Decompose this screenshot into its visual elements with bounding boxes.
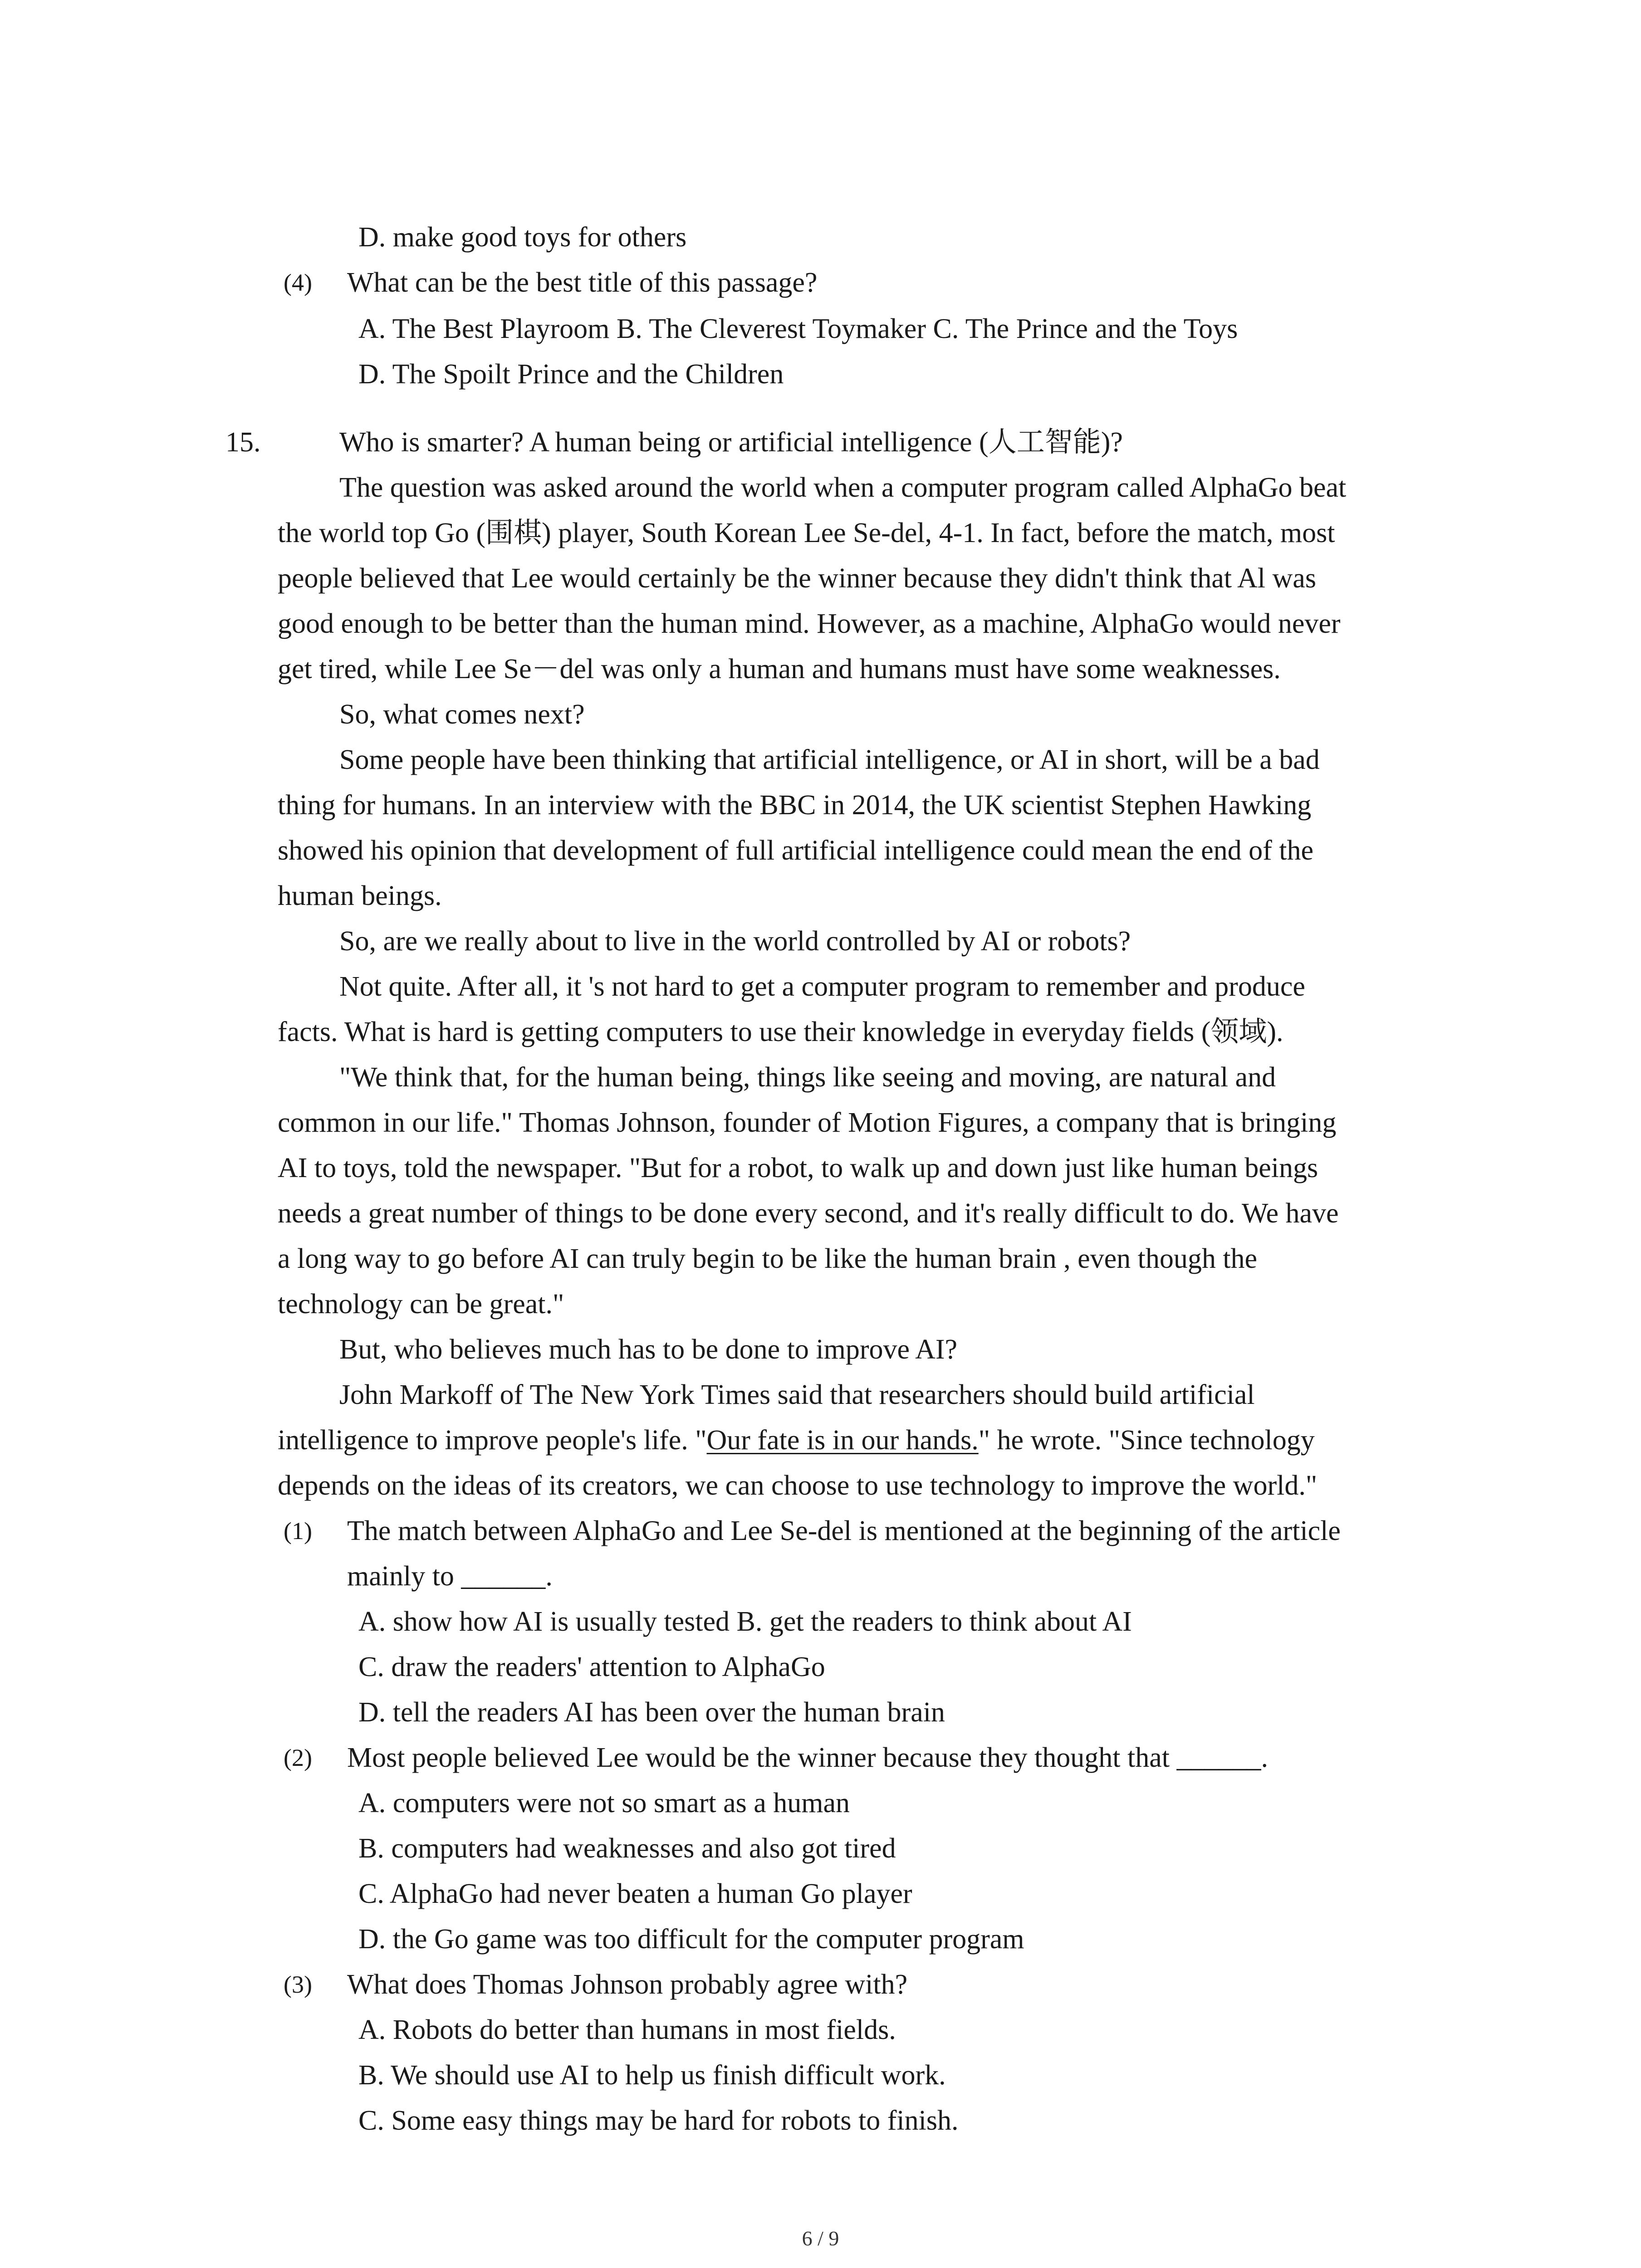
- passage-line: get tired, while Lee Se－del was only a human and humans must have some weaknesses.: [278, 654, 1281, 684]
- subq3-option: A. Robots do better than humans in most fields.: [358, 2014, 896, 2045]
- passage-line: good enough to be better than the human mind. However, as a machine, AlphaGo would never: [278, 608, 1341, 639]
- passage-line: The question was asked around the world when a computer program called AlphaGo beat: [339, 472, 1347, 503]
- subq2-number: (2): [284, 1744, 312, 1771]
- passage-line-with-quote: [278, 1422, 1315, 1458]
- quote-lead-text: intelligence to improve people's life. ": [278, 1425, 707, 1456]
- subq1-option: C. draw the readers' attention to AlphaGo: [358, 1652, 825, 1682]
- subq1-number: (1): [284, 1517, 312, 1545]
- subq1-stem-cont: mainly to ______.: [347, 1561, 553, 1592]
- passage-line: John Markoff of The New York Times said that researchers should build artificial: [339, 1379, 1255, 1410]
- passage-line: "We think that, for the human being, things like seeing and moving, are natural and: [339, 1062, 1276, 1093]
- underlined-quote: Our fate is in our hands.: [706, 1425, 979, 1456]
- subq2-option: B. computers had weaknesses and also got tired: [358, 1833, 896, 1864]
- subq3-option: B. We should use AI to help us finish difficult work.: [358, 2060, 946, 2091]
- subq1-stem: The match between AlphaGo and Lee Se-del is mentioned at the beginning of the article: [347, 1515, 1341, 1546]
- passage-line: Who is smarter? A human being or artificial intelligence (人工智能)?: [339, 427, 1123, 458]
- passage-line: the world top Go (围棋) player, South Korean Lee Se-del, 4-1. In fact, before the match, most: [278, 518, 1335, 548]
- passage-line: Some people have been thinking that artificial intelligence, or AI in short, will be a bad: [339, 744, 1320, 775]
- passage-line: people believed that Lee would certainly be the winner because they didn't think that Al was: [278, 563, 1316, 594]
- q4-number: (4): [284, 269, 312, 296]
- subq3-number: (3): [284, 1971, 312, 1998]
- q4-options-line1: A. The Best Playroom B. The Cleverest Toymaker C. The Prince and the Toys: [358, 313, 1238, 344]
- subq3-stem: What does Thomas Johnson probably agree with?: [347, 1969, 908, 2000]
- prev-q3-option-d: D. make good toys for others: [358, 222, 687, 253]
- quote-trail-text: " he wrote. "Since technology: [978, 1425, 1315, 1456]
- subq2-option: C. AlphaGo had never beaten a human Go player: [358, 1878, 912, 1909]
- passage-line: facts. What is hard is getting computers to use their knowledge in everyday fields (领域).: [278, 1017, 1283, 1047]
- subq3-option: C. Some easy things may be hard for robots to finish.: [358, 2105, 959, 2136]
- passage-line: a long way to go before AI can truly begin to be like the human brain , even though the: [278, 1243, 1258, 1274]
- subq2-option: A. computers were not so smart as a human: [358, 1788, 850, 1818]
- passage-line: common in our life." Thomas Johnson, founder of Motion Figures, a company that is bringing: [278, 1107, 1337, 1138]
- subq2-option: D. the Go game was too difficult for the computer program: [358, 1924, 1024, 1955]
- q4-options-line2: D. The Spoilt Prince and the Children: [358, 359, 784, 390]
- passage-line: technology can be great.": [278, 1289, 564, 1320]
- subq2-stem: Most people believed Lee would be the winner because they thought that ______.: [347, 1742, 1268, 1773]
- q4-question: What can be the best title of this passage?: [347, 267, 818, 298]
- passage-line: human beings.: [278, 880, 442, 911]
- subq1-option: A. show how AI is usually tested B. get the readers to think about AI: [358, 1606, 1132, 1637]
- subq1-option: D. tell the readers AI has been over the human brain: [358, 1697, 945, 1728]
- passage-line: AI to toys, told the newspaper. "But for a robot, to walk up and down just like human beings: [278, 1153, 1318, 1183]
- q15-number: 15.: [225, 427, 261, 458]
- passage-line: So, what comes next?: [339, 699, 585, 730]
- passage-line: So, are we really about to live in the world controlled by AI or robots?: [339, 926, 1131, 957]
- page-number: 6 / 9: [802, 2227, 839, 2250]
- passage-line: depends on the ideas of its creators, we can choose to use technology to improve the world.": [278, 1470, 1318, 1501]
- passage-line: Not quite. After all, it 's not hard to get a computer program to remember and produce: [339, 971, 1305, 1002]
- passage-line: But, who believes much has to be done to improve AI?: [339, 1334, 958, 1365]
- passage-line: needs a great number of things to be done every second, and it's really difficult to do. We have: [278, 1198, 1339, 1229]
- passage-line: thing for humans. In an interview with the BBC in 2014, the UK scientist Stephen Hawking: [278, 790, 1312, 821]
- passage-line: showed his opinion that development of full artificial intelligence could mean the end of the: [278, 835, 1314, 866]
